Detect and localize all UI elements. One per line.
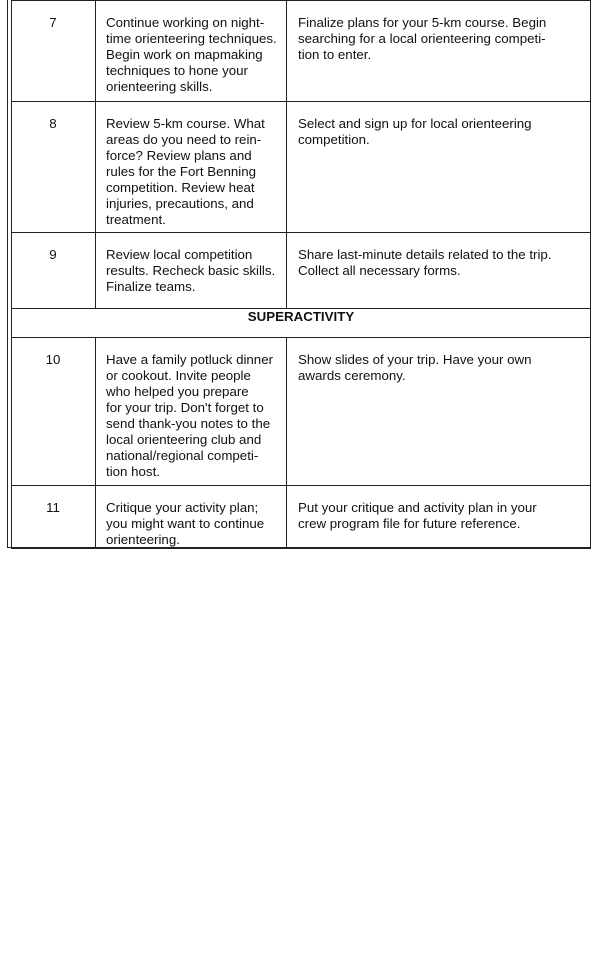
activity-cell: [96, 102, 287, 233]
meeting-number-cell: [12, 338, 96, 486]
activity-text: Review local competition results. Recheck basic skills. Finalize teams.: [106, 247, 276, 294]
table-row: [12, 486, 591, 549]
notes-cell: [287, 486, 591, 549]
notes-text: Finalize plans for your 5-km course. Begin searching for a local orienteering competi- tion to enter.: [298, 15, 547, 62]
activity-cell: [96, 233, 287, 309]
meeting-number: 7: [49, 15, 57, 30]
meeting-number: 11: [46, 500, 60, 515]
meeting-number: 8: [49, 116, 57, 131]
activity-text: Critique your activity plan; you might want to continue orienteering.: [106, 500, 265, 547]
notes-cell: [287, 1, 591, 102]
meeting-number-cell: [12, 1, 96, 102]
section-heading-row: [12, 309, 591, 338]
notes-text: Select and sign up for local orienteering competition.: [298, 116, 532, 147]
table-row: [12, 233, 591, 309]
meeting-number: 10: [45, 352, 61, 367]
notes-cell: [287, 233, 591, 309]
notes-cell: [287, 102, 591, 233]
section-heading: SUPERACTIVITY: [247, 309, 355, 324]
table-row: [12, 1, 591, 102]
section-heading-cell: [12, 309, 591, 338]
meeting-number: 9: [49, 247, 57, 262]
activity-plan-table: [11, 0, 591, 549]
notes-text: Show slides of your trip. Have your own awards ceremony.: [298, 352, 532, 383]
meeting-number-cell: [12, 102, 96, 233]
notes-cell: [287, 338, 591, 486]
table-row: [12, 102, 591, 233]
activity-cell: [96, 338, 287, 486]
activity-text: Review 5-km course. What areas do you need to rein- force? Review plans and rules for the Fort Benning competition. Review heat injuries, precautions, and treatment.: [106, 116, 265, 227]
meeting-number-cell: [12, 233, 96, 309]
notes-text: Share last-minute details related to the trip. Collect all necessary forms.: [298, 247, 552, 278]
activity-text: Continue working on night- time orienteering techniques. Begin work on mapmaking techniques to hone your orienteering skills.: [106, 15, 277, 94]
meeting-number-cell: [12, 486, 96, 549]
activity-text: Have a family potluck dinner or cookout. Invite people who helped you prepare for your trip. Don't forget to send thank-you notes to the local orienteering club and national/regional competi- tion host.: [106, 352, 274, 479]
activity-cell: [96, 1, 287, 102]
table-row: [12, 338, 591, 486]
activity-cell: [96, 486, 287, 549]
notes-text: Put your critique and activity plan in your crew program file for future reference.: [298, 500, 537, 531]
